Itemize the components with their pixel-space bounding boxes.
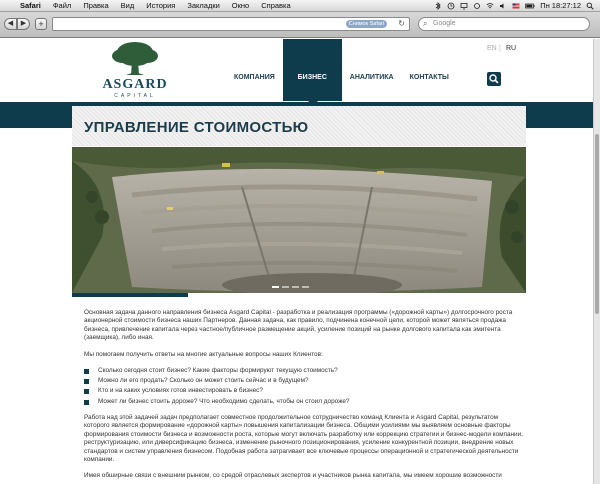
nav-contacts[interactable]: КОНТАКТЫ: [409, 74, 449, 81]
scrollbar-thumb[interactable]: [595, 134, 599, 314]
bullet-square: [84, 400, 89, 405]
time-machine-icon[interactable]: [447, 2, 455, 10]
menu-window[interactable]: Окно: [231, 1, 250, 10]
work-paragraph: Работа над этой задачей задач предполагает совместное продолжительное сотрудничество команд Клиента и Asgard Capital, результатом которого является формирование «дорожной карты» повышения капитализации бизнеса. Общими усилиями мы выявляем основные факторы формирования стоимости бизнеса и возможности роста, которые могут включать разработку или коррекцию стратегии и бизнес-модели компании, реструктуризацию, или диверсификацию бизнеса, изменение рыночного позиционирования, усиление конкурентной позиции, внедрение новых стандартов и систем управления бизнесом. Подобная работа затрагивает все ключевые процессы операционной и стратегической деятельности компании.: [84, 414, 523, 464]
lang-en[interactable]: EN: [487, 45, 497, 52]
slider-dot-2[interactable]: [282, 286, 289, 288]
menu-help[interactable]: Справка: [261, 1, 291, 10]
snapshot-badge[interactable]: Снимок Safari: [346, 20, 387, 28]
slider-dot-4[interactable]: [302, 286, 309, 288]
flag-icon[interactable]: [512, 2, 520, 10]
volume-icon[interactable]: [499, 2, 507, 10]
magnifier-icon: ⌕: [423, 19, 428, 28]
questions-list: [84, 367, 524, 406]
logo[interactable]: [96, 41, 174, 101]
nav-business[interactable]: БИЗНЕС: [283, 39, 342, 101]
main-nav: [226, 39, 457, 101]
back-button[interactable]: ◀: [4, 18, 17, 30]
sync-icon[interactable]: [473, 2, 481, 10]
browser-toolbar: [0, 12, 600, 38]
lang-ru[interactable]: RU: [506, 45, 517, 52]
spotlight-icon[interactable]: [586, 2, 594, 10]
bullet-square: [84, 369, 89, 374]
hero-image: [72, 147, 526, 293]
menu-file[interactable]: Файл: [52, 1, 72, 10]
browser-search-placeholder: Google: [433, 20, 456, 27]
article-content: [84, 309, 524, 484]
address-bar[interactable]: [52, 17, 410, 31]
page-scrollbar[interactable]: [593, 39, 600, 484]
bullet-square: [84, 379, 89, 384]
lang-separator: |: [499, 45, 501, 52]
menu-edit[interactable]: Правка: [83, 1, 109, 10]
bullet-square: [84, 389, 89, 394]
slider-dot-1[interactable]: [272, 286, 279, 288]
list-item: [84, 387, 524, 395]
question-text: Можно ли его продать? Сколько он может стоить сейчас и в будущем?: [98, 377, 309, 385]
page-viewport: [0, 39, 593, 484]
tree-logo-icon: [96, 41, 174, 79]
os-menubar: [0, 0, 600, 12]
slider-dots: [272, 286, 309, 288]
browser-search-input[interactable]: [418, 17, 590, 31]
hero-underbar: [72, 293, 188, 297]
search-icon: [487, 72, 501, 86]
menu-view[interactable]: Вид: [120, 1, 135, 10]
site-search-button[interactable]: [487, 72, 501, 86]
list-item: [84, 367, 524, 375]
question-text: Сколько сегодня стоит бизнес? Какие факторы формируют текущую стоимость?: [98, 367, 338, 375]
question-text: Кто и на каких условиях готов инвестировать в бизнес?: [98, 387, 263, 395]
list-item: [84, 398, 524, 406]
page-title: УПРАВЛЕНИЕ СТОИМОСТЬЮ: [84, 119, 309, 136]
question-text: Может ли бизнес стоить дороже? Что необходимо сделать, чтобы он стоил дороже?: [98, 397, 350, 405]
menu-bookmarks[interactable]: Закладки: [187, 1, 220, 10]
site-header: [0, 39, 593, 101]
wifi-icon[interactable]: [486, 2, 494, 10]
display-icon[interactable]: [460, 2, 468, 10]
menubar-clock[interactable]: Пн 18:27:12: [540, 1, 581, 10]
reload-icon[interactable]: ↻: [398, 19, 405, 28]
slider-dot-3[interactable]: [292, 286, 299, 288]
tail-paragraph: Имея обширные связи с внешним рынком, со средой отраслевых экспертов и участников рынка капитала, мы имеем хорошие возможности: [84, 472, 502, 480]
logo-subtitle: CAPITAL: [114, 93, 156, 99]
quarry-photo: [72, 147, 526, 293]
intro-paragraph: Основная задача данного направления бизнеса Asgard Capital - разработка и реализация программы («дорожной карты») долгосрочного роста акционерной стоимости бизнеса наших Партнеров. Данная задача, как правило, подчинена конечной цели, которой может являться продажа бизнеса, привлечение капитала через частное/публичное размещение акций, усиление позиций на рынке долгового капитала как эмитента (заемщика), либо иная.: [84, 309, 513, 342]
nav-company[interactable]: КОМПАНИЯ: [234, 74, 275, 81]
menu-app[interactable]: Safari: [20, 1, 41, 10]
logo-brand: ASGARD: [102, 77, 168, 92]
bluetooth-icon[interactable]: [434, 2, 442, 10]
forward-button[interactable]: ▶: [17, 18, 30, 30]
add-bookmark-button[interactable]: +: [35, 18, 47, 30]
questions-lead: Мы помогаем получить ответы на многие актуальные вопросы наших Клиентов:: [84, 350, 323, 358]
title-box: [72, 106, 526, 146]
menu-history[interactable]: История: [146, 1, 176, 10]
list-item: [84, 377, 524, 385]
nav-analytics[interactable]: АНАЛИТИКА: [349, 74, 394, 81]
battery-icon[interactable]: [525, 2, 535, 10]
